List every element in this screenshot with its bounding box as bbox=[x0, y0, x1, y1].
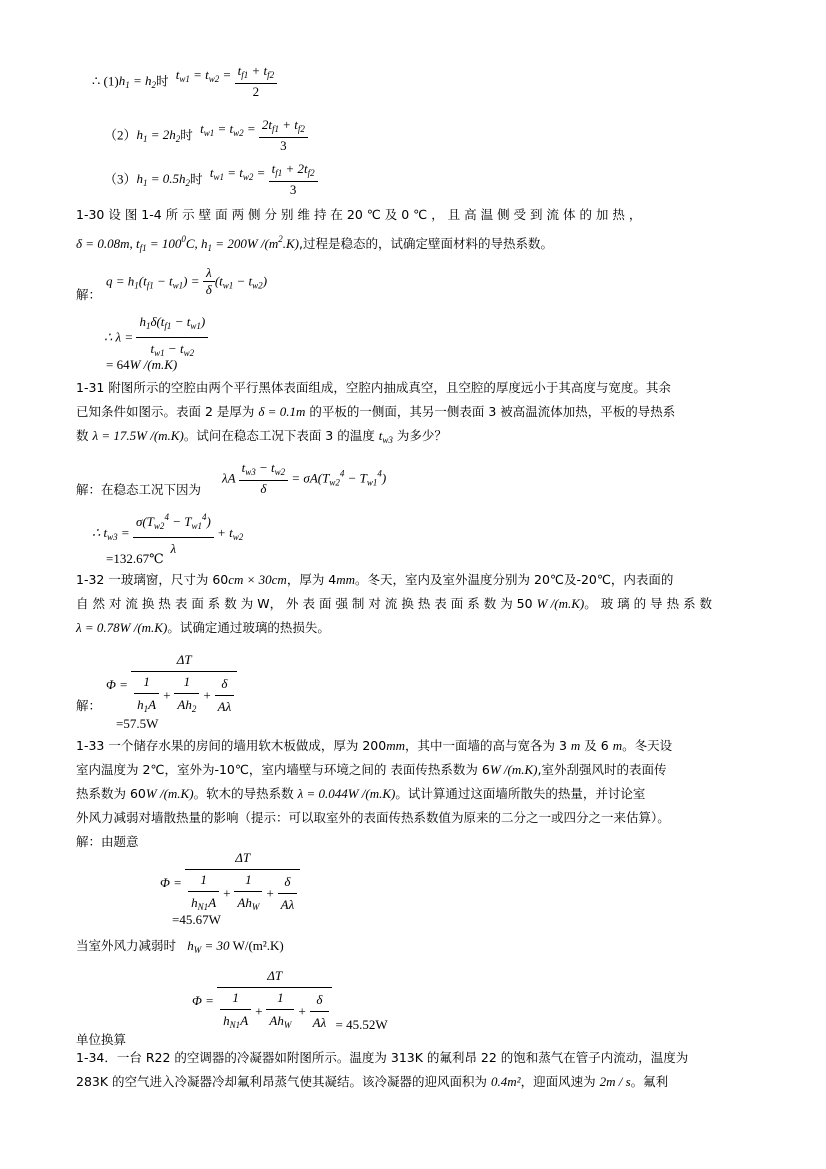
case-3-line bbox=[104, 162, 318, 199]
problem-1-31-jie: 解：在稳态工况下因为 bbox=[76, 482, 202, 497]
case-3-shi: 时 bbox=[190, 171, 203, 187]
problem-1-33-text bbox=[76, 734, 764, 854]
problem-1-33-weak-line bbox=[76, 938, 284, 958]
problem-1-32-dims: cm × 30cm bbox=[228, 572, 287, 587]
problem-1-33-lambda: λ = 0.044W /(m.K) bbox=[297, 786, 396, 801]
case-2-line bbox=[104, 118, 308, 155]
problem-1-31-line3c: 为多少？ bbox=[396, 428, 447, 443]
problem-1-31-line2a: 已知条件如图示。表面 2 是厚为 bbox=[76, 404, 255, 419]
case-1-line bbox=[92, 64, 277, 101]
problem-1-33-line1b: ，其中一面墙的高与宽各为 3 bbox=[404, 738, 567, 753]
problem-1-32-line2b: 。 玻 璃 的 导 热 系 数 bbox=[584, 596, 713, 611]
problem-1-31-eq1: λA $\frac{t_{w3} - t_{w2}}{\delta}$ = $\sigma A(T_{w2}^4 - T_{w1}^4)$ bbox=[222, 460, 387, 496]
problem-1-31-line3b: 。试问在稳态工况下表面 3 的温度 bbox=[183, 428, 375, 443]
problem-1-33-m1: m bbox=[570, 738, 581, 753]
case-1-condition: $h_1 = h_2$ bbox=[118, 73, 156, 91]
problem-1-33-unit2: W /(m.K) bbox=[145, 786, 194, 801]
problem-1-30-eq2: ∴ λ = $\frac{h_1\delta(t_{f1} - t_{w1})}{t_{w1} - t_{w2}}$ bbox=[104, 312, 208, 365]
problem-1-33-line3a: 热系数为 60 bbox=[76, 786, 146, 801]
problem-1-30-text bbox=[76, 203, 764, 260]
problem-1-33-eq1: Φ = ΔT $\frac{1}{h_{N1}A}$ + $\frac{1}{Ah_W}$ + $\frac{\delta}{A\lambda}$ bbox=[160, 848, 300, 920]
problem-1-32-line1b: ，厚为 4 bbox=[286, 572, 337, 587]
problem-1-34-speed: 2m / s bbox=[599, 1074, 631, 1089]
problem-1-33-unit-conversion: 单位换算 bbox=[76, 1032, 127, 1047]
problem-1-34-line1: 1-34．一台 R22 的空调器的冷凝器如附图所示。温度为 313K 的氟利昂 22 的饱和蒸气在管子内流动，温度为 bbox=[76, 1050, 689, 1065]
problem-1-32-line3: 。试确定通过玻璃的热损失。 bbox=[167, 620, 330, 635]
problem-1-34-line2c: 。氟利 bbox=[630, 1074, 669, 1089]
problem-1-32-line1a: 1-32 一玻璃窗，尺寸为 60 bbox=[76, 572, 229, 587]
problem-1-33-line2b: ,室外刮强风时的表面传 bbox=[537, 762, 667, 777]
problem-1-30-result bbox=[106, 357, 177, 373]
problem-1-33-line4: 外风力减弱对墙散热量的影响（提示：可以取室外的表面传热系数值为原来的二分之一或四分之一来估算）。 bbox=[76, 810, 670, 825]
problem-1-33-unit1: W /(m.K) bbox=[489, 762, 538, 777]
problem-1-33-hw-unit: W/(m².K) bbox=[232, 938, 284, 953]
problem-1-33-result2: = 45.52W bbox=[335, 1016, 388, 1032]
case-3-fraction: $\frac{t_{f1} + 2t_{f2}}{3}$ bbox=[269, 161, 318, 198]
problem-1-34-line2b: ，迎面风速为 bbox=[520, 1074, 596, 1089]
problem-1-34-area: 0.4m² bbox=[491, 1074, 521, 1089]
problem-1-31-text bbox=[76, 376, 764, 452]
problem-1-32-lambda: λ = 0.78W /(m.K) bbox=[76, 620, 168, 635]
problem-1-34-text bbox=[76, 1046, 764, 1094]
problem-1-32-text bbox=[76, 568, 764, 640]
case-2-expr: $t_{w1} = t_{w2}$ = bbox=[200, 121, 256, 139]
case-2-fraction: $\frac{2t_{f1} + t_{f2}}{3}$ bbox=[259, 117, 308, 154]
problem-1-30-given: δ = 0.08m, $t_{f1} = 100^0C$, $h_1 = 200W$ $/(m^2.K)$ bbox=[76, 234, 299, 253]
problem-1-32-eq: Φ = ΔT $\frac{1}{h_1A}$ + $\frac{1}{Ah_2}$ + $\frac{\delta}{A\lambda}$ bbox=[106, 650, 237, 722]
case-1-fraction: $\frac{t_{f1} + t_{f2}}{2}$ bbox=[235, 63, 278, 100]
problem-1-31-line1: 1-31 附图所示的空腔由两个平行黑体表面组成，空腔内抽成真空，且空腔的厚度远小于其高度与宽度。其余 bbox=[76, 380, 671, 395]
problem-1-31-lambda: λ = 17.5W /(m.K) bbox=[92, 428, 184, 443]
problem-1-31-delta: δ = 0.1m bbox=[258, 404, 306, 419]
problem-1-31-tw3: $t_{w3}$ bbox=[378, 428, 393, 445]
problem-1-31-result: =132.67℃ bbox=[106, 551, 164, 566]
case-2-shi: 时 bbox=[180, 127, 193, 143]
problem-1-32-jie: 解： bbox=[76, 698, 102, 713]
case-1-prefix: ∴ (1) bbox=[92, 73, 119, 89]
problem-1-32-result: =57.5W bbox=[116, 716, 159, 731]
problem-1-33-line3b: 。软木的导热系数 bbox=[193, 786, 294, 801]
problem-1-33-line1a: 1-33 一个储存水果的房间的墙用软木板做成，厚为 200 bbox=[76, 738, 387, 753]
problem-1-33-result1: =45.67W bbox=[172, 912, 221, 927]
problem-1-31-eq2: ∴ $t_{w3}$ = $\frac{\sigma(T_{w2}^4 - T_{w1}^4)}{\lambda}$ + $t_{w2}$ bbox=[92, 507, 243, 561]
case-1-expr: $t_{w1} = t_{w2}$ = bbox=[175, 67, 232, 85]
case-3-condition: $h_1 = 0.5h_2$ bbox=[136, 171, 191, 189]
case-3-expr: $t_{w1} = t_{w2}$ = bbox=[209, 165, 266, 183]
problem-1-33-line2a: 室内温度为 2℃，室外为-10℃，室内墙壁与环境之间的 表面传热系数为 6 bbox=[76, 762, 490, 777]
problem-1-30-jie: 解： bbox=[76, 287, 102, 302]
problem-1-30-line1: 1-30 设 图 1-4 所 示 壁 面 两 侧 分 别 维 持 在 20 ℃ 及 0 ℃ ， 且 高 温 侧 受 到 流 体 的 加 热 ， bbox=[76, 207, 642, 222]
problem-1-32-unit: W /(m.K) bbox=[536, 596, 585, 611]
problem-1-33-line1d: 。冬天设 bbox=[622, 738, 673, 753]
case-1-shi: 时 bbox=[155, 73, 169, 89]
problem-1-33-eq2: Φ = ΔT $\frac{1}{h_{N1}A}$ + $\frac{1}{Ah_W}$ + $\frac{\delta}{A\lambda}$ = 45.52W bbox=[192, 966, 388, 1038]
problem-1-31-line3a: 数 bbox=[76, 428, 89, 443]
problem-1-33-line3c: 。试计算通过这面墙所散失的热量，并讨论室 bbox=[395, 786, 646, 801]
problem-1-33-weak-text: 当室外风力减弱时 bbox=[76, 938, 177, 953]
problem-1-33-jie: 解：由题意 bbox=[76, 834, 139, 849]
problem-1-30-eq1: $q = h_1(t_{f1} - t_{w1})$ = $\frac{\lambda}{\delta}$ $(t_{w1} - t_{w2})$ bbox=[106, 265, 268, 297]
case-2-prefix: （2） bbox=[104, 127, 137, 143]
problem-1-33-m2: m bbox=[612, 738, 623, 753]
problem-1-33-line1c: 及 6 bbox=[584, 738, 609, 753]
problem-1-34-line2a: 283K 的空气进入冷凝器冷却氟利昂蒸气使其凝结。该冷凝器的迎风面积为 bbox=[76, 1074, 488, 1089]
problem-1-32-mm: mm bbox=[336, 572, 356, 587]
problem-1-30-result-value: = 64 bbox=[106, 357, 130, 372]
problem-1-30-line2: ,过程是稳态的，试确定壁面材料的导热系数。 bbox=[298, 236, 553, 251]
problem-1-30-result-unit: W /(m.K) bbox=[129, 357, 178, 372]
problem-1-32-line2a: 自 然 对 流 换 热 表 面 系 数 为 W， 外 表 面 强 制 对 流 换 热 表 面 系 数 为 50 bbox=[76, 596, 533, 611]
problem-1-31-line2b: 的平板的一侧面，其另一侧表面 3 被高温流体加热，平板的导热系 bbox=[309, 404, 676, 419]
problem-1-33-mm: mm bbox=[386, 738, 405, 753]
problem-1-33-hw: $h_W = 30$ bbox=[187, 938, 230, 955]
problem-1-32-line1c: 。冬天，室内及室外温度分别为 20℃及-20℃，内表面的 bbox=[355, 572, 674, 587]
case-3-prefix: （3） bbox=[104, 171, 137, 187]
case-2-condition: $h_1 = 2h_2$ bbox=[136, 127, 181, 145]
